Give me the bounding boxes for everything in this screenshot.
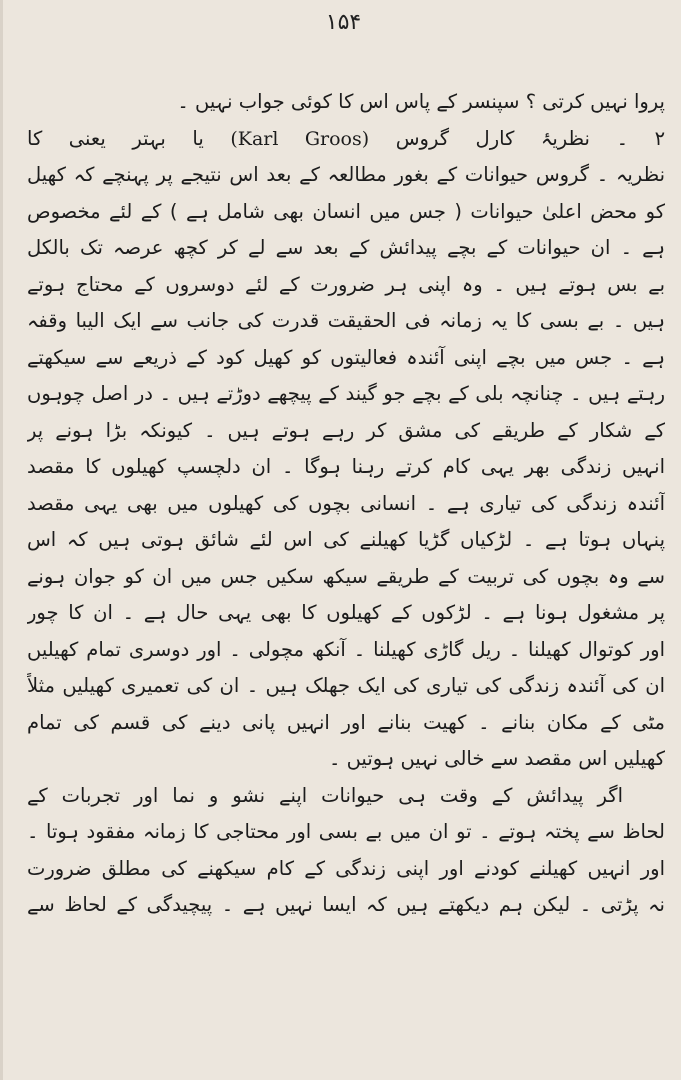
text-line: رہتے ہیں ۔ چنانچہ بلی کے بچے جو گیند کے پیچھے دوڑتے ہیں ۔ در اصل چوہوں <box>27 382 665 405</box>
text-line: ہے ۔ ان حیوانات کے بچے پیدائش کے بعد سے لے کر کچھ عرصہ تک بالکل <box>27 236 665 259</box>
text-line: کو محض اعلیٰ حیوانات ( جس میں انسان بھی شامل ہے ) کے لئے مخصوص <box>27 199 665 223</box>
page-number: ۱۵۴ <box>325 10 362 35</box>
section-number: ۲ ۔ <box>616 126 665 150</box>
text-line: نظریہ ۔ گروس حیوانات کے بغور مطالعہ کے بعد اس نتیجے پر پہنچے کہ کھیل <box>27 163 665 186</box>
text-line: اور انہیں کھیلنے کودنے اور اپنی زندگی کے کام سیکھنے کی مطلق ضرورت <box>27 856 665 880</box>
paragraph-start-line: اگر پیدائش کے وقت ہی حیوانات اپنے نشو و نما اور تجربات کے <box>27 783 623 807</box>
text-line: ہیں ۔ بے بسی کا یہ زمانہ فی الحقیقت قدرت کی جانب سے ایک الیبا وقفہ <box>27 309 665 332</box>
text-line: کھیلیں اس مقصد سے خالی نہیں ہوتیں ۔ <box>328 747 665 770</box>
text-line: سے وہ بچوں کی تربیت کے طریقے سیکھ سکیں جس میں ان کو جوان ہونے <box>27 564 665 588</box>
section-title-latin: (Karl Groos) <box>230 127 370 150</box>
text-line: آئندہ زندگی کی تیاری ہے ۔ انسانی بچوں کی کھیلوں میں بھی یہی مقصد <box>27 491 665 515</box>
text-line: نہ پڑتی ۔ لیکن ہم دیکھتے ہیں کہ ایسا نہیں ہے ۔ پیچیدگی کے لحاظ سے <box>27 893 665 916</box>
page-body <box>27 84 665 924</box>
text-line: مٹی کے مکان بنانے ۔ کھیت بنانے اور انہیں پانی دینے کی قسم کی تمام <box>27 710 665 734</box>
section-heading-rest: یا بہتر یعنی کا <box>27 126 204 150</box>
text-line: انہیں زندگی بھر یہی کام کرتے رہنا ہوگا ۔ ان دلچسپ کھیلوں کا مقصد <box>27 455 665 478</box>
text-line: ان کی آئندہ زندگی کی تیاری کی ایک جھلک ہیں ۔ ان کی تعمیری کھیلیں مثلاً <box>27 674 665 697</box>
text-line: اور کوتوال کھیلنا ۔ ریل گاڑی کھیلنا ۔ آنکھ مچولی ۔ اور دوسری تمام کھیلیں <box>27 637 665 661</box>
text-line: بے بس ہوتے ہیں ۔ وہ اپنی ہر ضرورت کے لئے دوسروں کے محتاج ہوتے <box>27 272 665 296</box>
text-line: کے شکار کے طریقے کی مشق کر رہے ہوتے ہیں ۔ کیونکہ بڑا ہونے پر <box>27 418 665 442</box>
text-line: ہے ۔ جس میں بچے اپنی آئندہ فعالیتوں کو کھیل کود کے ذریعے سے سیکھتے <box>27 345 665 369</box>
section-title: نظریۂ کارل گروس <box>395 126 590 150</box>
text-line: پر مشغول ہونا ہے ۔ لڑکوں کے کھیلوں کا بھی یہی حال ہے ۔ ان کا چور <box>27 601 665 624</box>
text-line: پنہاں ہوتا ہے ۔ لڑکیاں گڑیا کھیلنے کی اس لئے شائق ہوتی ہیں کہ اس <box>27 528 665 551</box>
section-heading-line <box>27 121 665 158</box>
text-line: لحاظ سے پختہ ہوتے ۔ تو ان میں بے بسی اور محتاجی کا زمانہ مفقود ہوتا ۔ <box>27 820 665 843</box>
text-line: پروا نہیں کرتی ؟ سپنسر کے پاس اس کا کوئی جواب نہیں ۔ <box>177 90 665 113</box>
